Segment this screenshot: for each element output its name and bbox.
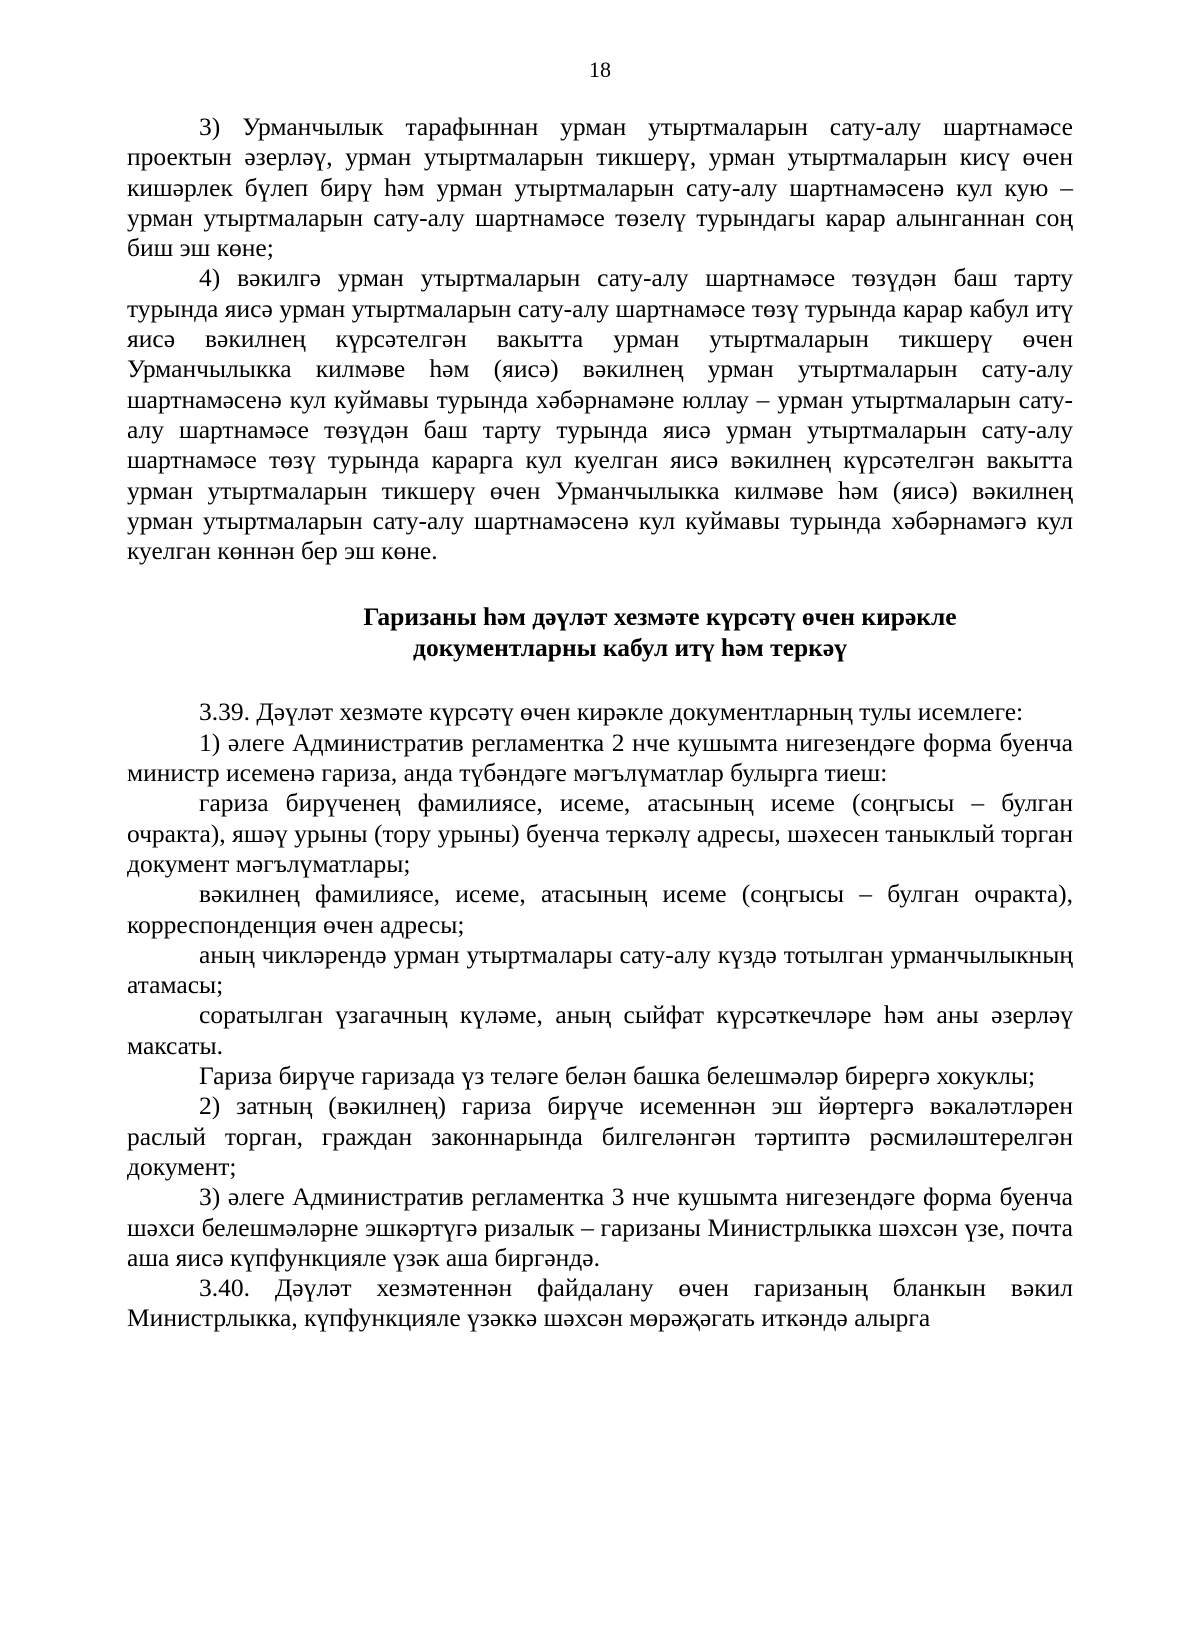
paragraph-representative-details: вәкилнең фамилиясе, исеме, атасының исеме (соңгысы – булган очракта), корреспонденция өчен адресы; xyxy=(127,879,1073,939)
paragraph-applicant-details: гариза бирүченең фамилиясе, исеме, атасының исеме (соңгысы – булган очракта), яшәү урыны (тору урыны) буенча теркәлү адресы, шәхесен таныклый торган документ мәгълүматлары; xyxy=(127,788,1073,878)
paragraph-4-vekilge: 4) вәкилгә урман утыртмаларын сату-алу шартнамәсе төзүдән баш тарту турында яисә урман утыртмаларын сату-алу шартнамәсе төзү турында карар кабул итү яисә вәкилнең күрсәтелгән вакытта урман утыртмаларын тикшерү өчен Урманчылыкка килмәве һәм (яисә) вәкилнең урман утыртмаларын сату-алу шартнамәсенә кул куймавы турында хәбәрнамәне юллау – урман утыртмаларын сату-алу шартнамәсе төзүдән баш тарту турында яисә урман утыртмаларын сату-алу шартнамәсе төзү турында карарга кул куелган яисә вәкилнең күрсәтелгән вакытта урман утыртмаларын тикшерү өчен Урманчылыкка килмәве һәм (яисә) вәкилнең урман утыртмаларын сату-алу шартнамәсенә кул куймавы турында хәбәрнамәгә кул куелган көннән бер эш көне. xyxy=(127,263,1073,566)
section-heading xyxy=(127,602,1073,663)
paragraph-3-urmanchylyk: 3) Урманчылык тарафыннан урман утыртмаларын сату-алу шартнамәсе проектын әзерләү, урман утыртмаларын тикшерү, урман утыртмаларын кисү өчен кишәрлек бүлеп бирү һәм урман утыртмаларын сату-алу шартнамәсенә кул кую – урман утыртмаларын сату-алу шартнамәсе төзелү турындагы карар алынганнан соң биш эш көне; xyxy=(127,112,1073,263)
paragraph-item-3: 3) әлеге Административ регламентка 3 нче кушымта нигезендәге форма буенча шәхси белешмәләрне эшкәртүгә ризалык – гаризаны Министрлыкка шәхсән үзе, почта аша яисә күпфункцияле үзәк аша биргәндә. xyxy=(127,1182,1073,1272)
section-heading-line-2: документларны кабул итү һәм теркәү xyxy=(413,632,847,662)
page-number: 18 xyxy=(589,57,611,82)
paragraph-timber-volume: соратылган үзагачның күләме, аның сыйфат күрсәткечләре һәм аны әзерләү максаты. xyxy=(127,1000,1073,1060)
paragraph-additional-info: Гариза бирүче гаризада үз теләге белән башка белешмәләр бирергә хокуклы; xyxy=(199,1061,1036,1091)
spacer xyxy=(127,566,1073,602)
paragraph-3-40: 3.40. Дәүләт хезмәтеннән файдалану өчен гаризаның бланкын вәкил Министрлыкка, күпфункцияле үзәккә шәхсән мөрәҗәгать иткәндә алырга xyxy=(127,1273,1073,1333)
document-body xyxy=(127,112,1073,1334)
paragraph-item-1: 1) әлеге Административ регламентка 2 нче кушымта нигезендәге форма буенча министр исеменә гариза, анда түбәндәге мәгълүматлар булырга тиеш: xyxy=(127,727,1073,788)
paragraph-item-2: 2) затның (вәкилнең) гариза бирүче исеменнән эш йөртергә вәкаләтләрен раслый торган, граждан законнарында билгеләнгән тәртиптә рәсмиләштерелгән документ; xyxy=(127,1091,1073,1181)
section-heading-line-1: Гаризаны һәм дәүләт хезмәте күрсәтү өчен кирәкле xyxy=(363,602,957,632)
paragraph-forestry-name: аның чикләрендә урман утыртмалары сату-алу күздә тотылган урманчылыкның атамасы; xyxy=(127,939,1073,1000)
paragraph-3-39: 3.39. Дәүләт хезмәте күрсәтү өчен кирәкле документларның тулы исемлеге: xyxy=(199,697,1024,727)
spacer xyxy=(127,663,1073,697)
